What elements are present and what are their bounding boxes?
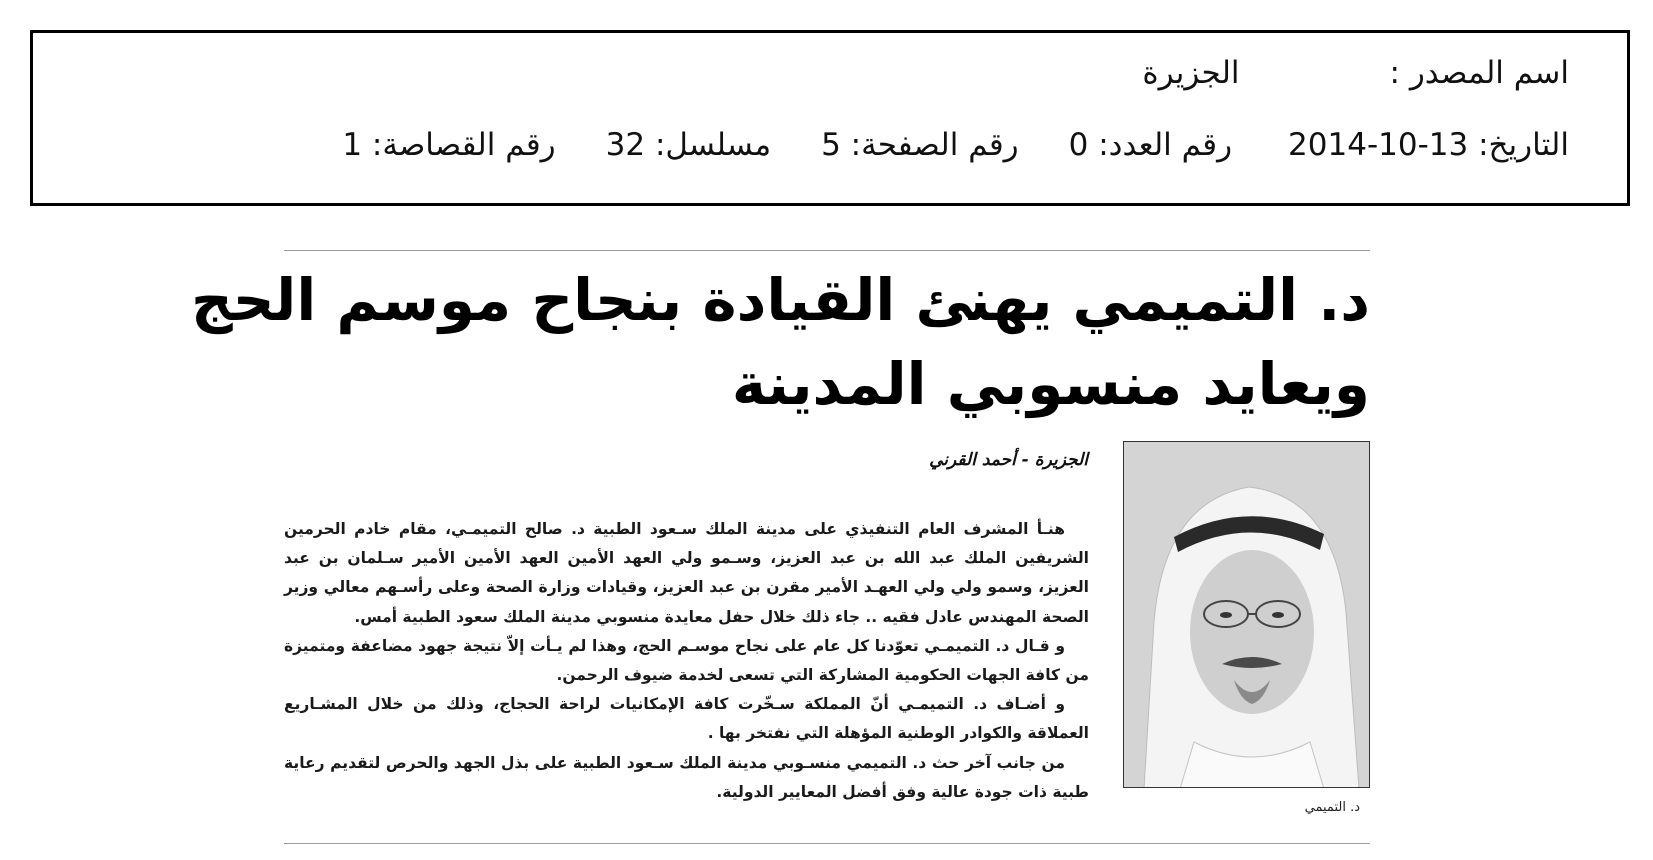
headline-line-1: د. التميمي يهنئ القيادة بنجاح موسم الحج <box>190 266 1370 334</box>
serial-label: مسلسل: <box>654 127 772 163</box>
top-divider <box>284 250 1370 251</box>
source-label: اسم المصدر : <box>1389 55 1569 91</box>
portrait-illustration <box>1124 442 1370 788</box>
page-value: 5 <box>821 127 841 163</box>
portrait-photo <box>1123 441 1370 788</box>
source-value: الجزيرة <box>1142 55 1240 91</box>
source-row <box>1142 55 1569 91</box>
headline-line-2: ويعايد منسوبي المدينة <box>731 350 1370 418</box>
issue-value: 0 <box>1068 127 1089 163</box>
document-header <box>30 30 1630 206</box>
metadata-row <box>342 127 1569 163</box>
clipping-label: رقم القصاصة: <box>371 127 556 163</box>
paragraph-2: و قـال د. التميمـي تعوّدنا كل عام على نجاح موسـم الحج، وهذا لم يـأت إلاّ نتيجة جهود مضاعفة ومتميزة من كافة الجهات الحكومية المشاركة التي تسعى لخدمة ضيوف الرحمن. <box>284 636 1089 685</box>
clipping-value: 1 <box>342 127 363 163</box>
article-byline: الجزيرة - أحمد القرني <box>929 450 1088 470</box>
date-label: التاريخ: <box>1478 127 1569 163</box>
serial-value: 32 <box>605 127 646 163</box>
article-headline <box>190 258 1370 426</box>
issue-label: رقم العدد: <box>1098 127 1233 163</box>
date-value: 2014-10-13 <box>1288 127 1469 163</box>
page-label: رقم الصفحة: <box>850 127 1019 163</box>
paragraph-4: من جانب آخر حث د. التميمي منسـوبي مدينة الملك سـعود الطبية على بذل الجهد والحرص لتقديم رعاية طبية ذات جودة عالية وفق أفضل المعايير الدولية. <box>284 753 1089 801</box>
article-body <box>284 515 1089 807</box>
paragraph-1: هنـأ المشرف العام التنفيذي على مدينة الملك سـعود الطبية د. صالح التميمـي، مقام خادم الحرمين الشريفين الملك عبد الله بن عبد العزيز، وسـمو ولي العهد الأمين العهد الأمين الأمير سـلمان بن عبد العزيز، وسمو ولي ولي العهـد الأمير مقرن بن عبد العزيز، وقيادات وزارة الصحة وعلى رأسـهم معالي وزير الصحة المهندس عادل فقيه .. جاء ذلك خلال حفل معايدة منسوبي مدينة الملك سعود الطبية أمس. <box>284 520 1089 626</box>
paragraph-3: و أضـاف د. التميمـي أنّ المملكة سـخّرت كافة الإمكانيات لراحة الحجاج، وذلك من خلال المشـاريع العملاقة والكوادر الوطنية المؤهلة التي نفتخر بها . <box>284 695 1089 743</box>
photo-caption: د. التميمي <box>1304 800 1360 815</box>
bottom-divider <box>284 843 1370 844</box>
